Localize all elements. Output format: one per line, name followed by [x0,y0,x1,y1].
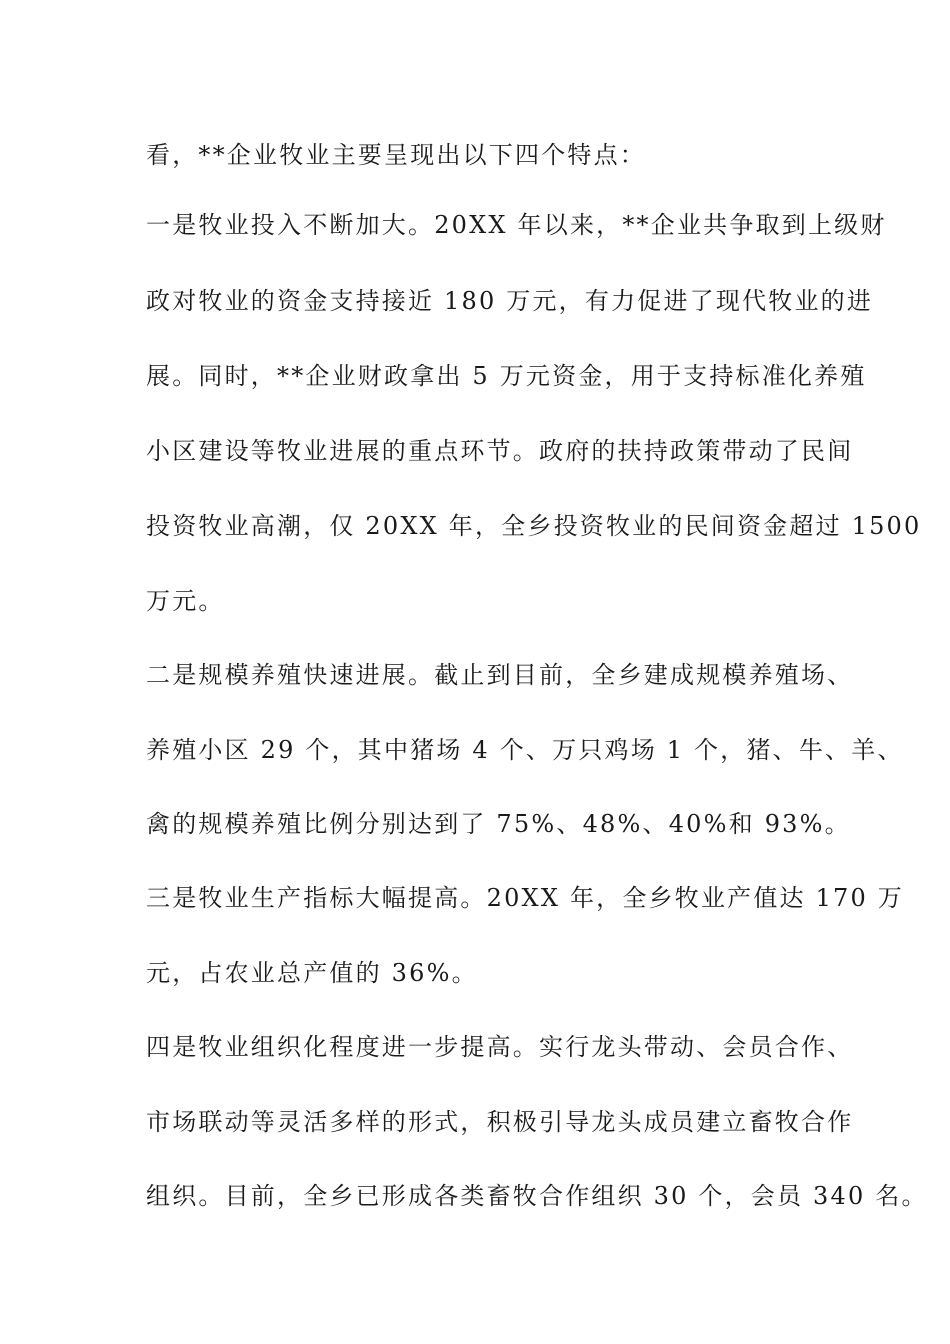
text-line-15: 组织。目前，全乡已形成各类畜牧合作组织 30 个，会员 340 名。 [146,1182,928,1210]
text-line-8: 二是规模养殖快速进展。截止到目前，全乡建成规模养殖场、 [146,661,854,689]
text-line-14: 市场联动等灵活多样的形式，积极引导龙头成员建立畜牧合作 [146,1108,854,1136]
text-line-12: 元，占农业总产值的 36%。 [146,959,478,987]
text-line-2: 一是牧业投入不断加大。20XX 年以来，**企业共争取到上级财 [146,211,887,239]
text-line-13: 四是牧业组织化程度进一步提高。实行龙头带动、会员合作、 [146,1033,854,1061]
text-line-5: 小区建设等牧业进展的重点环节。政府的扶持政策带动了民间 [146,437,854,465]
text-line-9: 养殖小区 29 个，其中猪场 4 个、万只鸡场 1 个，猪、牛、羊、 [146,736,904,764]
text-line-6: 投资牧业高潮，仅 20XX 年，全乡投资牧业的民间资金超过 1500 [146,512,922,540]
text-line-1: 看，**企业牧业主要呈现出以下四个特点： [146,141,646,169]
text-line-11: 三是牧业生产指标大幅提高。20XX 年，全乡牧业产值达 170 万 [146,884,905,912]
text-line-3: 政对牧业的资金支持接近 180 万元，有力促进了现代牧业的进 [146,287,874,315]
text-line-10: 禽的规模养殖比例分别达到了 75%、48%、40%和 93%。 [146,810,851,838]
text-line-4: 展。同时，**企业财政拿出 5 万元资金，用于支持标准化养殖 [146,362,867,390]
text-line-7: 万元。 [146,587,225,615]
